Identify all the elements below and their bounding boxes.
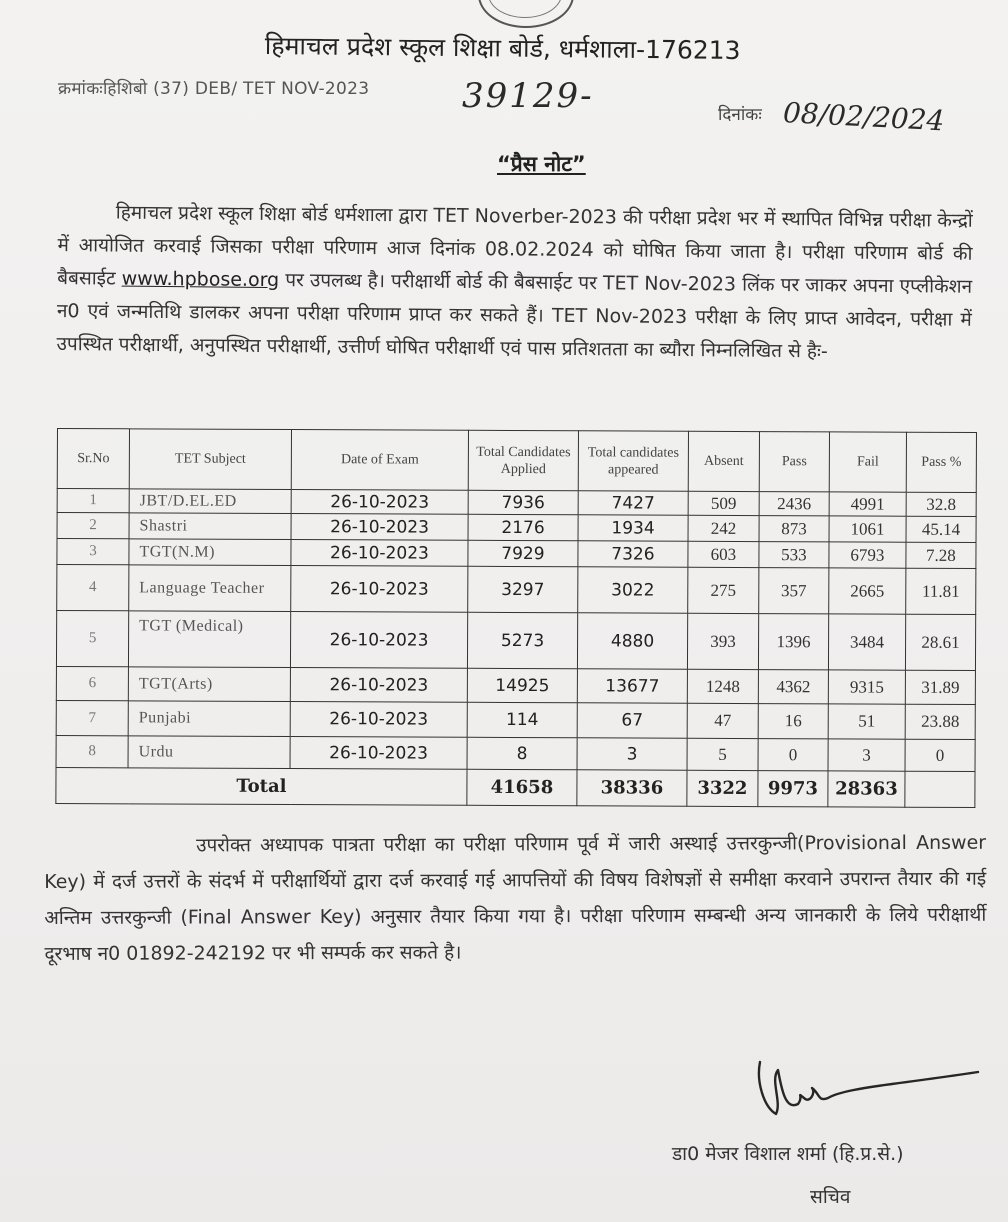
cell-date: 26-10-2023 xyxy=(291,490,468,515)
cell-appeared: 3022 xyxy=(578,567,688,613)
cell-pass-pct: 31.89 xyxy=(905,670,975,704)
press-note-heading: “प्रैस नोट” xyxy=(497,152,586,176)
cell-srno: 2 xyxy=(57,513,129,539)
cell-applied: 5273 xyxy=(467,612,577,668)
cell-fail: 3 xyxy=(828,739,905,771)
cell-subject: TGT(N.M) xyxy=(129,539,291,566)
cell-pass-pct: 28.61 xyxy=(905,614,975,670)
cell-fail: 4991 xyxy=(829,492,906,516)
cell-date: 26-10-2023 xyxy=(290,702,467,738)
closing-paragraph-text: उपरोक्त अध्यापक पात्रता परीक्षा का परीक्षा परिणाम पूर्व में जारी अस्थाई उत्तरकुन्जी(Provisional Answer Key) में दर्ज उत्तरों के संदर्भ में परीक्षार्थियों द्वारा दर्ज करवाई गई आपत्तियों की विषय विशेषज्ञों से समीक्षा करवाने उपरान्त तैयार की गई अन्तिम उत्तरकुन्जी (Final Answer Key) अनुसार तैयार किया गया है। परीक्षा परिणाम सम्बन्धी अन्य जानकारी के लिये परीक्षार्थी दूरभाष न0 01892-242192 पर भी सम्पर्क कर सकते है। xyxy=(44,831,987,965)
cell-pass: 0 xyxy=(758,739,828,771)
cell-absent: 393 xyxy=(687,613,758,669)
table-row xyxy=(56,611,975,671)
cell-appeared: 7326 xyxy=(578,541,688,567)
cell-appeared: 67 xyxy=(577,703,687,738)
cell-subject: TGT (Medical) xyxy=(128,611,290,668)
total-fail: 28363 xyxy=(828,771,905,807)
total-applied: 41658 xyxy=(467,769,577,805)
cell-pass: 357 xyxy=(759,568,829,614)
cell-applied: 7929 xyxy=(468,540,578,566)
cell-appeared: 1934 xyxy=(578,515,688,541)
cell-srno: 1 xyxy=(57,489,129,513)
cell-absent: 47 xyxy=(687,703,758,738)
handwritten-dispatch-number: 39129- xyxy=(462,76,594,116)
intro-text-before-link: हिमाचल प्रदेश स्कूल शिक्षा बोर्ड धर्मशाला द्वारा TET Noverber-2023 की परीक्षा प्रदेश भर में स्थापित विभिन्न परीक्षा केन्द्रों में आयोजित करवाई जिसका परीक्षा परिणाम आज दिनांक 08.02.2024 को घोषित किया जाता है। परीक्षा परिणाम बोर्ड की बैबसाईट xyxy=(57,201,973,290)
table-row xyxy=(56,700,975,739)
table-row xyxy=(57,539,976,569)
cell-srno: 8 xyxy=(56,735,128,767)
total-appeared: 38336 xyxy=(577,770,687,806)
cell-absent: 509 xyxy=(688,491,759,515)
cell-appeared: 7427 xyxy=(578,491,688,515)
total-absent: 3322 xyxy=(687,770,758,806)
cell-pass-pct: 23.88 xyxy=(905,704,975,739)
cell-fail: 2665 xyxy=(829,568,906,614)
cell-absent: 242 xyxy=(688,515,759,541)
total-pass-pct xyxy=(905,771,975,807)
table-row xyxy=(56,735,975,771)
cell-date: 26-10-2023 xyxy=(291,540,468,567)
table-row xyxy=(57,513,976,543)
table-header-row xyxy=(57,429,976,493)
cell-srno: 6 xyxy=(56,666,128,700)
closing-paragraph xyxy=(44,825,986,972)
cell-fail: 9315 xyxy=(828,670,905,704)
cell-applied: 3297 xyxy=(468,566,578,612)
reference-number: क्रमांकःहिशिबो (37) DEB/ TET NOV-2023 xyxy=(58,79,370,99)
cell-applied: 8 xyxy=(467,737,577,769)
cell-date: 26-10-2023 xyxy=(291,566,468,613)
cell-absent: 275 xyxy=(688,567,759,613)
header-date: Date of Exam xyxy=(291,430,468,491)
cell-pass-pct: 11.81 xyxy=(906,568,976,614)
cell-fail: 3484 xyxy=(828,614,905,670)
intro-paragraph xyxy=(56,196,973,370)
cell-date: 26-10-2023 xyxy=(290,737,467,770)
website-link[interactable]: www.hpbose.org xyxy=(121,267,280,292)
cell-absent: 603 xyxy=(688,541,759,567)
cell-pass: 2436 xyxy=(759,492,829,516)
header-applied: Total Candidates Applied xyxy=(468,430,578,490)
cell-srno: 7 xyxy=(56,700,128,735)
total-pass: 9973 xyxy=(758,771,828,807)
date-label: दिनांकः xyxy=(718,105,762,125)
signatory-name: डा0 मेजर विशाल शर्मा (हि.प्र.से.) xyxy=(672,1143,904,1165)
header-appeared: Total candidates appeared xyxy=(578,431,688,491)
cell-subject: Language Teacher xyxy=(129,565,291,612)
total-label: Total xyxy=(56,767,467,805)
cell-pass-pct: 7.28 xyxy=(906,542,976,568)
cell-fail: 1061 xyxy=(829,516,906,542)
cell-date: 26-10-2023 xyxy=(290,668,467,703)
header-pass-pct: Pass % xyxy=(906,432,976,492)
cell-pass: 4362 xyxy=(758,670,828,704)
cell-date: 26-10-2023 xyxy=(290,612,467,669)
cell-pass: 16 xyxy=(758,704,828,739)
table-total-row xyxy=(56,767,975,807)
cell-applied: 2176 xyxy=(468,514,578,540)
table-row xyxy=(57,565,976,615)
cell-srno: 5 xyxy=(56,611,128,667)
cell-absent: 1248 xyxy=(687,669,758,703)
cell-fail: 6793 xyxy=(829,542,906,568)
handwritten-signature xyxy=(752,1052,982,1127)
cell-fail: 51 xyxy=(828,704,905,739)
cell-pass: 1396 xyxy=(758,614,828,670)
cell-subject: JBT/D.EL.ED xyxy=(129,489,291,514)
cell-appeared: 4880 xyxy=(577,613,687,669)
cell-applied: 7936 xyxy=(468,490,578,514)
cell-subject: Shastri xyxy=(129,513,291,540)
cell-applied: 14925 xyxy=(467,668,577,702)
cell-pass: 533 xyxy=(759,542,829,568)
header-fail: Fail xyxy=(829,432,906,492)
cell-appeared: 3 xyxy=(577,738,687,770)
cell-pass: 873 xyxy=(759,516,829,542)
handwritten-date: 08/02/2024 xyxy=(782,96,946,138)
cell-appeared: 13677 xyxy=(577,669,687,703)
header-pass: Pass xyxy=(759,432,829,492)
cell-srno: 3 xyxy=(57,539,129,565)
intro-text-after-link: पर उपलब्ध है। परीक्षार्थी बोर्ड की बैबसाईट पर TET Nov-2023 लिंक पर जाकर अपना एप्लीकेशन न0 एवं जन्मतिथि डालकर अपना परीक्षा परिणाम प्राप्त कर सकते हैं। TET Nov-2023 परीक्षा के लिए प्राप्त आवेदन, परीक्षा में उपस्थित परीक्षार्थी, अनुपस्थित परीक्षार्थी, उत्तीर्ण घोषित परीक्षार्थी एवं पास प्रतिशतता का ब्यौरा निम्नलिखित से हैः- xyxy=(56,269,973,363)
cell-absent: 5 xyxy=(687,738,758,770)
board-title: हिमाचल प्रदेश स्कूल शिक्षा बोर्ड, धर्मशाला-176213 xyxy=(264,30,741,65)
cell-date: 26-10-2023 xyxy=(291,514,468,541)
cell-pass-pct: 0 xyxy=(905,739,975,771)
cell-pass-pct: 45.14 xyxy=(906,516,976,542)
header-absent: Absent xyxy=(688,431,759,491)
cell-pass-pct: 32.8 xyxy=(906,492,976,516)
cell-applied: 114 xyxy=(467,702,577,737)
header-subject: TET Subject xyxy=(129,429,291,490)
cell-srno: 4 xyxy=(57,565,129,611)
cell-subject: TGT(Arts) xyxy=(128,667,290,702)
header-srno: Sr.No xyxy=(57,429,129,489)
signatory-designation: सचिव xyxy=(810,1186,851,1208)
results-table xyxy=(55,428,977,808)
cell-subject: Urdu xyxy=(128,736,290,769)
table-row xyxy=(56,666,975,704)
cell-subject: Punjabi xyxy=(128,701,290,737)
